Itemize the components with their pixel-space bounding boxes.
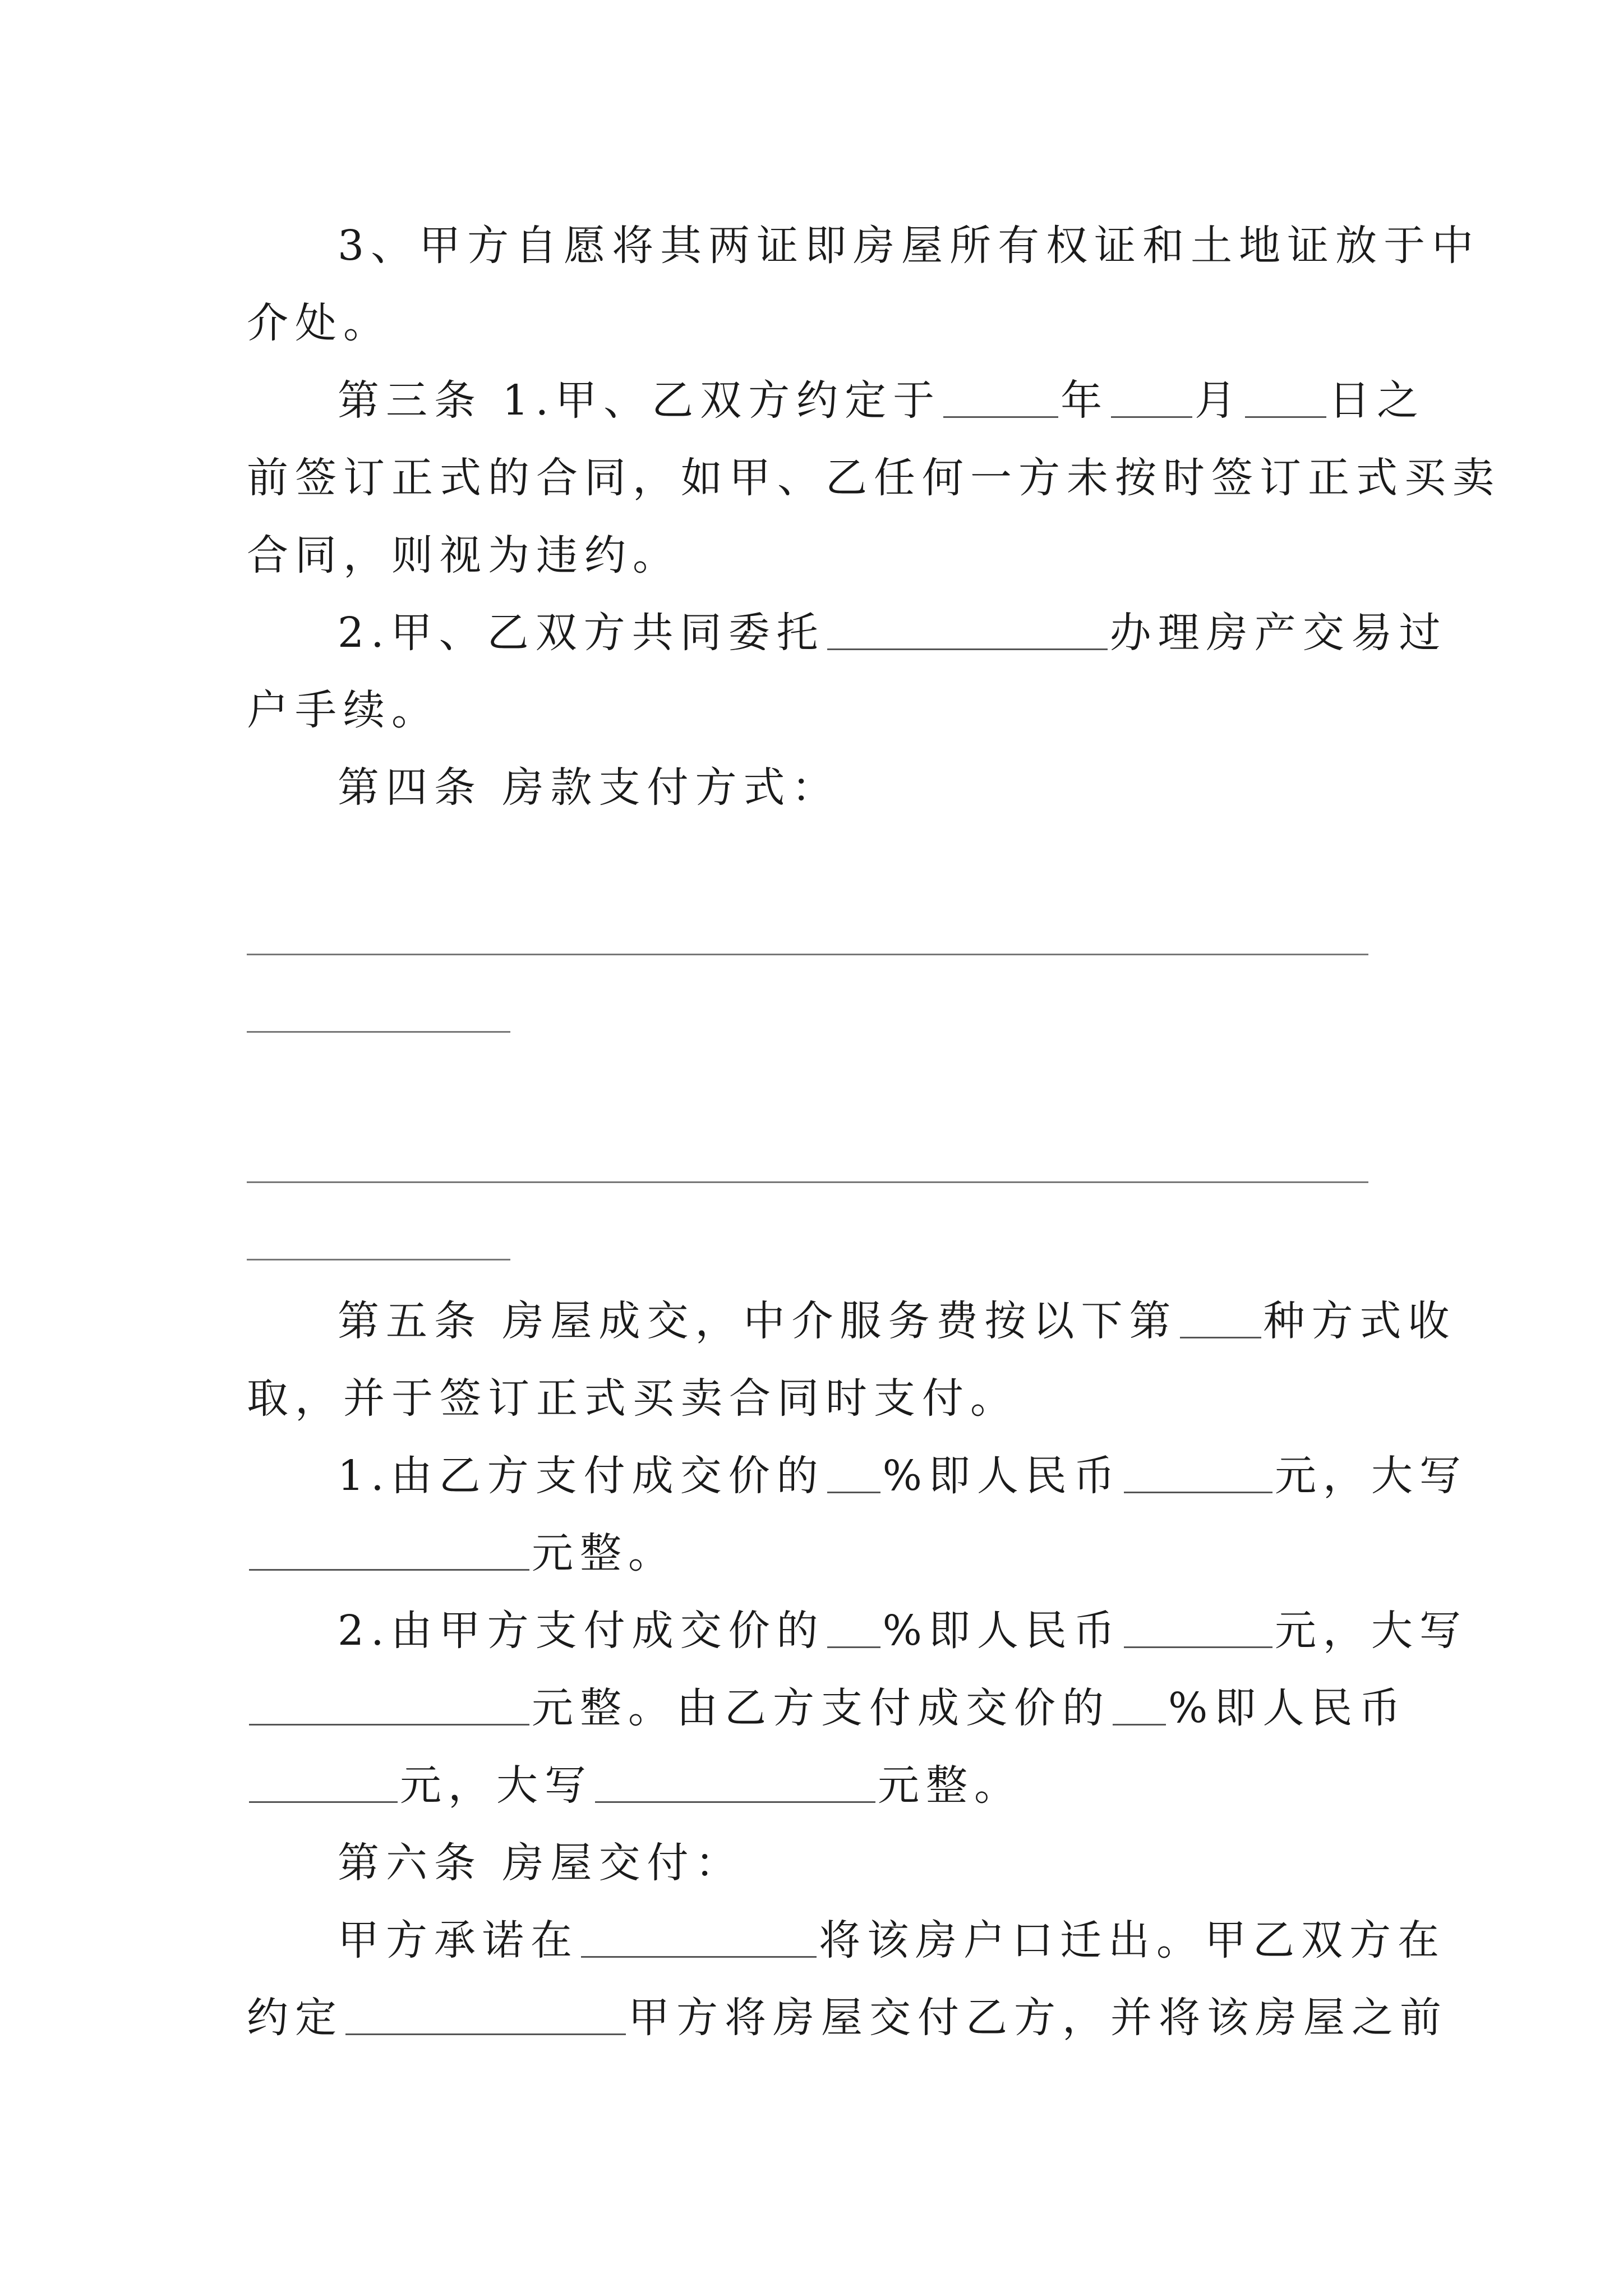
text: 日之	[1329, 376, 1426, 425]
amount-words-blank[interactable]	[249, 1533, 529, 1571]
clause2-item3-line1	[338, 218, 1480, 274]
clause6-line1	[338, 1912, 1446, 1968]
text: 元，大写	[1274, 1607, 1468, 1655]
clause5-item2-line2	[247, 1680, 1407, 1736]
amount-words-blank[interactable]	[595, 1765, 875, 1803]
clause3-line3	[247, 527, 681, 583]
text: 2.甲、乙双方共同委托	[338, 609, 825, 657]
day-blank[interactable]	[1245, 380, 1326, 418]
text: %即人民币	[882, 1607, 1122, 1655]
payment-line-1[interactable]	[247, 954, 1368, 955]
clause6-title	[338, 1835, 744, 1891]
clause3-line1	[338, 372, 1425, 429]
percent-blank[interactable]	[827, 1456, 880, 1493]
text: 元，大写	[400, 1761, 593, 1810]
text: 月	[1195, 376, 1243, 425]
text: 元整。由乙方支付成交价的	[532, 1684, 1110, 1732]
text: %即人民币	[882, 1452, 1122, 1500]
text: 种方式收	[1263, 1297, 1456, 1345]
text: 2.由甲方支付成交价的	[338, 1607, 825, 1655]
clause5-line1	[338, 1293, 1456, 1349]
method-number-blank[interactable]	[1180, 1301, 1261, 1338]
text: 3、甲方自愿将其两证即房屋所有权证和土地证放于中	[338, 222, 1481, 270]
text: 第四条 房款支付方式：	[338, 763, 840, 812]
payment-line-2-cont[interactable]	[247, 1259, 510, 1260]
text: %即人民币	[1168, 1684, 1408, 1732]
text: 元整。	[532, 1529, 676, 1577]
amount-blank[interactable]	[249, 1765, 398, 1803]
text: 第六条 房屋交付：	[338, 1839, 744, 1887]
text: 将该房户口迁出。甲乙双方在	[819, 1916, 1446, 1964]
text: 1.由乙方支付成交价的	[338, 1452, 825, 1500]
text: 甲方将房屋交付乙方，并将该房屋之前	[628, 1994, 1448, 2042]
text: 户手续。	[247, 686, 440, 734]
percent-blank[interactable]	[827, 1611, 880, 1648]
payment-line-1-cont[interactable]	[247, 1031, 510, 1033]
text: 取，并于签订正式买卖合同时支付。	[247, 1374, 1018, 1423]
text: 办理房产交易过	[1109, 609, 1447, 657]
amount-blank[interactable]	[1124, 1611, 1272, 1648]
text: 合同，则视为违约。	[247, 531, 681, 579]
clause3-item2-line2	[247, 682, 440, 738]
clause5-item2-line3	[247, 1757, 1022, 1814]
clause5-line2	[247, 1370, 1018, 1427]
agent-blank[interactable]	[827, 613, 1108, 650]
year-blank[interactable]	[943, 380, 1058, 418]
month-blank[interactable]	[1111, 380, 1192, 418]
text: 前签订正式的合同，如甲、乙任何一方未按时签订正式买卖	[247, 454, 1501, 502]
percent-blank[interactable]	[1113, 1688, 1166, 1726]
clause2-item3-line2	[247, 295, 391, 351]
clause5-item1-line1	[338, 1448, 1468, 1504]
date-blank[interactable]	[581, 1920, 817, 1958]
clause3-item2-line1	[338, 605, 1447, 661]
text: 介处。	[247, 299, 391, 347]
text: 元整。	[878, 1761, 1022, 1810]
text: 第三条 1.甲、乙双方约定于	[338, 376, 942, 425]
text: 甲方承诺在	[338, 1916, 579, 1964]
clause5-item1-line2	[247, 1525, 676, 1581]
clause4-title	[338, 760, 840, 816]
clause5-item2-line1	[338, 1603, 1468, 1659]
payment-line-2[interactable]	[247, 1181, 1368, 1183]
text: 元，大写	[1274, 1452, 1468, 1500]
text: 约定	[247, 1994, 343, 2042]
date-blank[interactable]	[345, 1998, 626, 2035]
amount-words-blank[interactable]	[249, 1688, 529, 1726]
text: 年	[1061, 376, 1109, 425]
text: 第五条 房屋成交，中介服务费按以下第	[338, 1297, 1178, 1345]
amount-blank[interactable]	[1124, 1456, 1272, 1493]
clause6-line2	[247, 1990, 1448, 2046]
clause3-line2	[247, 450, 1501, 506]
